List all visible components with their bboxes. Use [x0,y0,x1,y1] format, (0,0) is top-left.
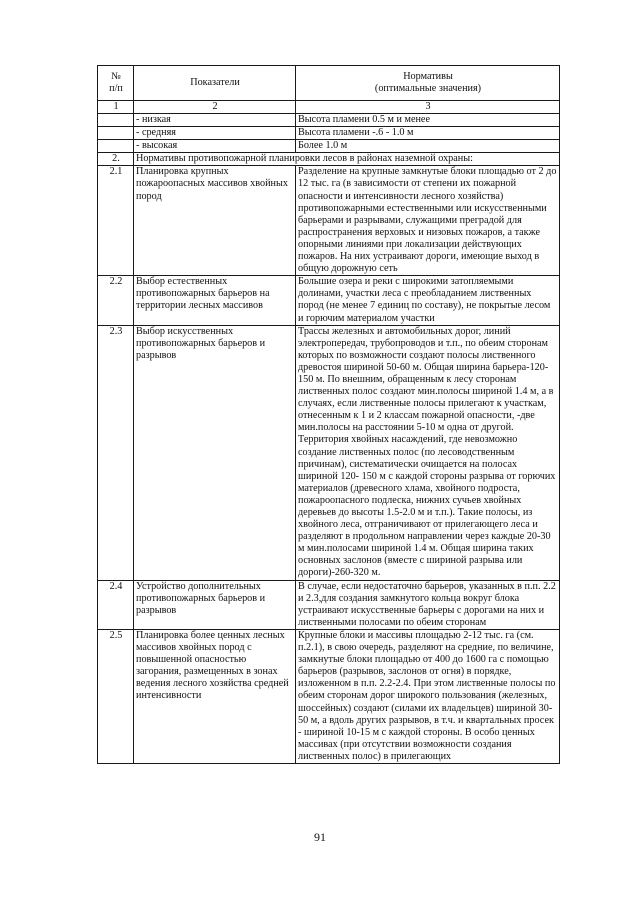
row-indicator: - низкая [134,114,296,127]
header-num: № п/п [98,66,134,101]
row-norm: Высота пламени 0.5 м и менее [296,114,560,127]
column-index: 1 [98,101,134,114]
row-num: 2.2 [98,276,134,325]
table-row [98,629,560,763]
section-title: Нормативы противопожарной планировки лесов в районах наземной охраны: [134,153,560,166]
header-indicators: Показатели [134,66,296,101]
row-norm: Большие озера и реки с широкими затопляемыми долинами, участки леса с преобладанием лиственных пород (не менее 7 единиц по составу), не покрытые лесом и горючим материалом участки [296,276,560,325]
row-indicator: Устройство дополнительных противопожарных барьеров и разрывов [134,580,296,629]
row-num [98,127,134,140]
header-norms: Нормативы (оптимальные значения) [296,66,560,101]
row-num [98,114,134,127]
row-norm: Более 1.0 м [296,140,560,153]
row-norm: Высота пламени -.6 - 1.0 м [296,127,560,140]
row-num: 2.5 [98,629,134,763]
page-number: 91 [314,830,326,844]
row-indicator: Выбор естественных противопожарных барьеров на территории лесных массивов [134,276,296,325]
row-indicator: Выбор искусственных противопожарных барьеров и разрывов [134,325,296,580]
table-row [98,127,560,140]
table-row [98,325,560,580]
section-row [98,153,560,166]
row-num [98,140,134,153]
row-norm: Крупные блоки и массивы площадью 2-12 тыс. га (см. п.2.1), в свою очередь, разделяют на средние, по величине, замкнутые блоки площадью от 400 до 1600 га с помощью барьеров (разрывов, заслонов от огня) в порядке, изложенном в п.п. 2.2-2.4. При этом лиственные полосы по обеим сторонам дорог широкого пользования (железных, шоссейных) создают (силами их владельцев) шириной 30-50 м, а вдоль других разрывов, в т.ч. и квартальных просек - шириной 10-15 м с каждой стороны. В особо ценных массивах (при отсутствии возможности создания лиственных полос) в прилегающих [296,629,560,763]
norms-table [97,65,560,764]
row-num: 2.3 [98,325,134,580]
table-row [98,140,560,153]
row-num: 2.4 [98,580,134,629]
row-indicator: - высокая [134,140,296,153]
section-num: 2. [98,153,134,166]
table-row [98,114,560,127]
table-header-row [98,66,560,101]
row-indicator: Планировка крупных пожароопасных массивов хвойных пород [134,166,296,276]
table-row [98,166,560,276]
row-indicator: Планировка более ценных лесных массивов хвойных пород с повышенной опасностью загорания, размещенных в зонах ведения лесного хозяйства средней интенсивности [134,629,296,763]
table-row [98,580,560,629]
column-index: 3 [296,101,560,114]
row-norm: Трассы железных и автомобильных дорог, линий электропередач, трубопроводов и т.п., по обеим сторонам которых по возможности создают полосы лиственного древостоя шириной 50-60 м. Общая ширина барьера-120-150 м. По внешним, обращенным к лесу сторонам лиственных полос создают мин.полосы шириной 1.4 м, а в случаях, если лиственные полосы прилегают к участкам, отнесенным к 1 и 2 классам пожарной опасности, -две мин.полосы на расстоянии 5-10 м одна от другой. Территория хвойных насаждений, где невозможно создание лиственных полос (по лесоводственным причинам), систематически очищается на полосах шириной 120- 150 м с каждой стороны разрыва от горючих материалов (древесного хлама, хвойного подроста, пожароопасного подлеска, нижних сучьев хвойных деревьев до высоты 1.5-2.0 м и т.п.). Такие полосы, из хвойного леса, отграничивают от прилегающего леса и разделяют в продольном направлении через каждые 20-30 м мин.полосами шириной 1.4 м. Общая ширина таких основных заслонов (вместе с шириной разрыва или дороги)-260-320 м. [296,325,560,580]
row-indicator: - средняя [134,127,296,140]
table-row [98,276,560,325]
row-num: 2.1 [98,166,134,276]
column-index: 2 [134,101,296,114]
column-index-row [98,101,560,114]
row-norm: Разделение на крупные замкнутые блоки площадью от 2 до 12 тыс. га (в зависимости от степени их пожарной опасности и интенсивности лесного хозяйства) противопожарными естественными или искусственными барьерами и разрывами, служащими преградой для распространения верховых и низовых пожаров, а также опорными линиями при локализации действующих пожаров. На них устраивают дороги, имеющие выход в общую дорожную сеть [296,166,560,276]
row-norm: В случае, если недостаточно барьеров, указанных в п.п. 2.2 и 2.3,для создания замкнутого кольца вокруг блока устраивают искусственные барьеры с дорогами на них и лиственными полосами по обеим сторонам [296,580,560,629]
